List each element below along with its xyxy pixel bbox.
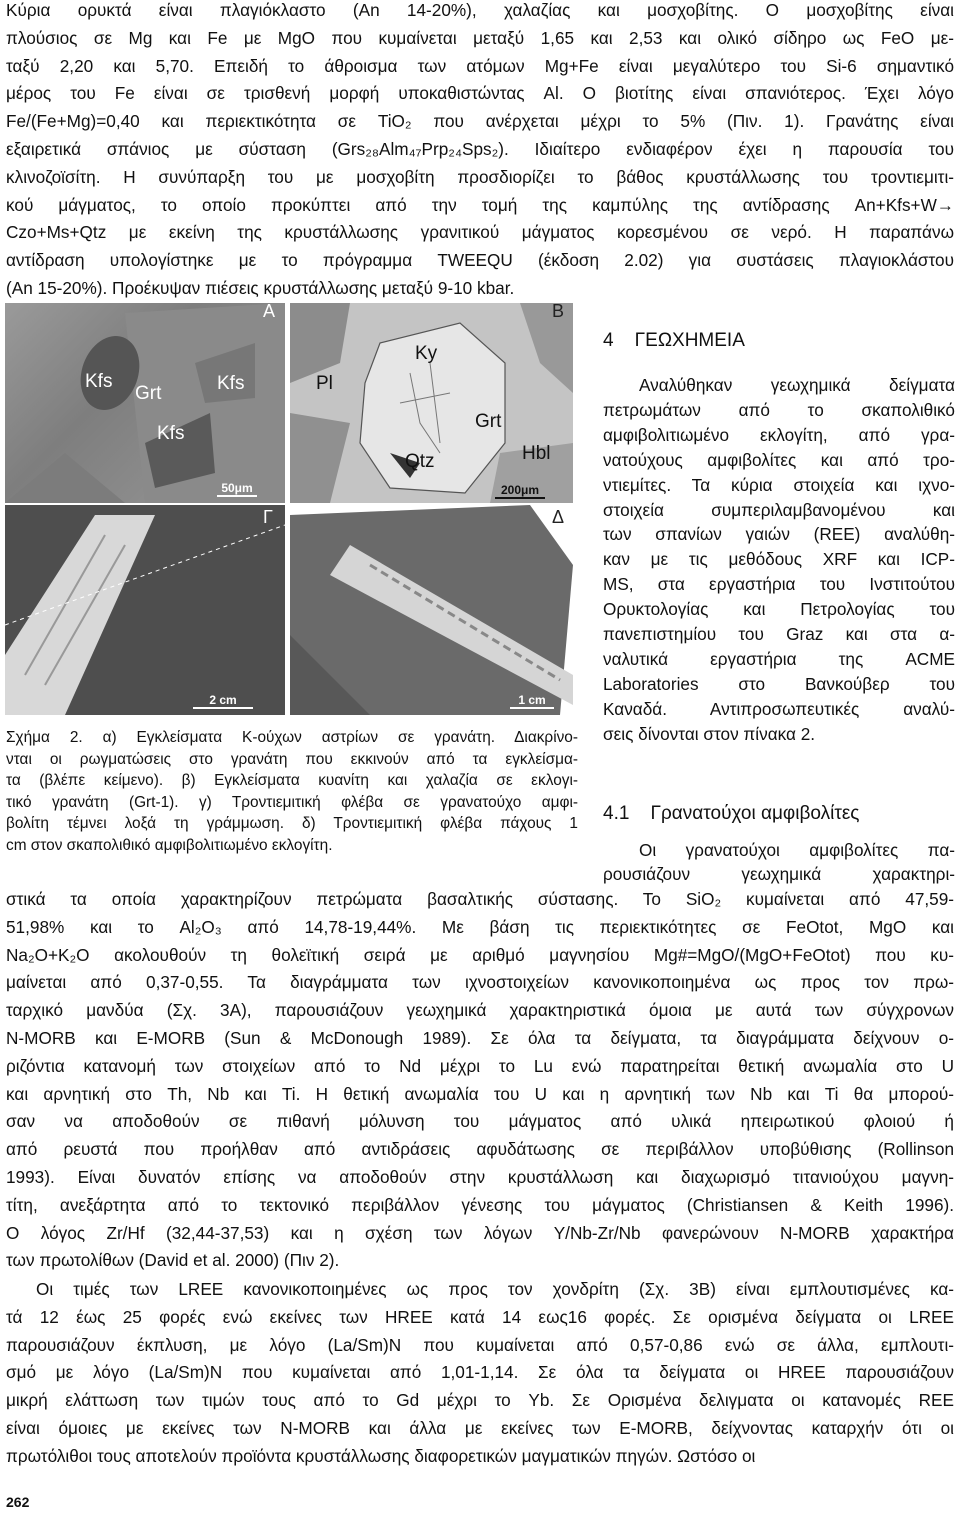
paragraph-lree	[6, 1276, 954, 1471]
text-line: εξαιρετικά σπάνιος με σύσταση (Grs₂₈Alm₄₇Prp₂₄Sps₂). Ιδιαίτερο ενδιαφέρον έχει η παρουσία του	[6, 138, 954, 159]
text-line: Ορυκτολογίας και Πετρολογίας του	[603, 599, 955, 620]
text-line: πανεπιστημίου του Graz και στα α-	[603, 624, 955, 645]
text-line: ριζόντια κατανομή των στοιχείων από το Nd μέχρι το Lu ενώ παρατηρείται θετική ανωμαλία στο U	[6, 1055, 954, 1076]
section-41-heading: 4.1 Γρανατούχοι αμφιβολίτες	[603, 803, 860, 824]
section-4-text	[603, 373, 955, 747]
text-line: τίτη, ανεξάρτητα από το τεκτονικό περιβάλλον γένεσης του μάγματος (Christiansen & Keith 1996).	[6, 1194, 954, 1215]
text-line: σεις δίνονται στον πίνακα 2.	[603, 723, 816, 744]
text-line: αντίδραση υπολογίστηκε με το πρόγραμμα TWEEQU (έκδοση 2.02) για συστάσεις πλαγιοκλάστου	[6, 250, 954, 271]
text-line: ναλυτικά εργαστήρια της ACME	[603, 648, 955, 669]
panel-a-scalebar: 50μm	[217, 481, 257, 497]
page-number: 262	[6, 1494, 30, 1510]
intro-paragraph	[6, 0, 954, 303]
caption-line: cm στον σκαπολιθικό αμφιβολιτιωμένο εκλογίτη.	[6, 836, 333, 854]
text-line: μέρος του Fe είναι σε τρισθενή μορφή υποκαθιστώντας Al. Ο βιοτίτης είναι σπανιότερος. Έχει λόγο	[6, 83, 954, 104]
text-line: Οι γρανατούχοι αμφιβολίτες πα-	[639, 840, 955, 860]
text-line: Κύρια ορυκτά είναι πλαγιόκλαστο (An 14-20%), χαλαζίας και μοσχοβίτης. Ο μοσχοβίτης είναι	[6, 0, 954, 20]
text-line: αμφιβολιτιωμένο εκλογίτη, από γρα-	[603, 424, 955, 445]
figure-panel-c	[5, 505, 285, 715]
panel-d-image	[290, 505, 573, 715]
text-line: τά 12 έως 25 φορές ενώ εκείνες των HREE κατά 14 εως16 φορές. Σε ορισμένα δείγματα οι LREE	[6, 1306, 954, 1327]
panel-b-scalebar: 200μm	[495, 483, 545, 499]
panel-a-label-2: Grt	[135, 383, 162, 404]
text-line: πλούσιος σε Mg και Fe με MgO που κυμαίνεται μεταξύ 1,65 και 2,53 και ολικό σίδηρο ως FeO με-	[6, 27, 954, 48]
panel-b-label-qtz: Qtz	[405, 451, 435, 472]
text-line: Fe/(Fe+Mg)=0,40 και περιεκτικότητα σε TiO₂ που ανέρχεται μέχρι το 5% (Πιν. 1). Γρανάτης είναι	[6, 111, 954, 132]
text-line: των σπανίων γαιών (REE) αναλύθη-	[603, 524, 955, 545]
figure-panel-a	[5, 303, 285, 503]
text-line: Αναλύθηκαν γεωχημικά δείγματα	[639, 375, 955, 395]
text-line: 51,98% και το Al₂O₃ από 14,78-19,44%. Με βάση τις περιεκτικότητες σε FeOtot, MgO και	[6, 916, 954, 937]
caption-line: τικό γρανάτη (Grt-1). γ) Τροντιεμιτική φλέβα σε γρανατούχο αμφι-	[6, 793, 578, 811]
panel-c-scalebar: 2 cm	[193, 693, 253, 709]
text-line: μαίνεται από 0,37-0,55. Τα διαγράμματα των ιχνοστοιχείων κανονικοποιημένα ως προς τον πρω-	[6, 972, 954, 993]
text-line: παρουσιάζουν έκπλυση, με λόγο (La/Sm)N που κυμαίνεται από 0,57-0,86 ενώ σε άλλα, εμπλουτι-	[6, 1334, 954, 1355]
panel-d-scalebar: 1 cm	[510, 693, 554, 709]
text-line: νατούχους αμφιβολίτες και από τρο-	[603, 449, 955, 470]
text-line: μικρή ελάττωση των τιμών τους από το Gd μέχρι το Yb. Σε Ορισμένα δελιγματα οι κατανομές REE	[6, 1390, 954, 1411]
text-line: από ρευστά που προήλθαν από αντιδράσεις αφυδάτωσης σε περιβάλλον υποβύθισης (Rollinson	[6, 1139, 954, 1160]
text-line: πετρωμάτων από το σκαπολιθικό	[603, 399, 955, 420]
text-line: Ο λόγος Zr/Hf (32,44-37,53) και η σχέση των λόγων Y/Nb-Zr/Nb φανερώνουν N-MORB χαρακτήρα	[6, 1222, 954, 1243]
text-line: πρωτόλιθοι τους αποτελούν προϊόντα κρυστάλλωσης διαφορετικών μαγματικών πηγών. Ωστόσο οι	[6, 1445, 756, 1466]
panel-a-label-1: Kfs	[85, 371, 113, 392]
text-line: σμό με λόγο (La/Sm)N που κυμαίνεται από 1,01-1,14. Σε όλα τα δείγματα οι HREE παρουσιάζουν	[6, 1362, 954, 1383]
text-line: είναι όμοιες με εκείνες των N-MORB και άλλα με εκείνες των E-MORB, δείχνοντας καταρχήν ότι οι	[6, 1417, 954, 1438]
text-line: MS, στα εργαστήρια του Ινστιτούτου	[603, 574, 955, 595]
panel-b-label-hbl: Hbl	[522, 443, 551, 464]
text-line: Καναδά. Αντιπροσωπευτικές αναλύ-	[603, 698, 955, 719]
text-line: ρουσιάζουν γεωχημικά χαρακτηρι-	[603, 864, 955, 884]
panel-b-label-ky: Ky	[415, 343, 438, 364]
panel-b-image	[290, 303, 573, 503]
caption-line: Σχήμα 2. α) Εγκλείσματα Κ-ούχων αστρίων σε γρανάτη. Διακρίνο-	[6, 729, 578, 746]
text-line: ταξύ 2,20 και 5,70. Επειδή το άθροισμα των ατόμων Mg+Fe είναι μεγαλύτερο του Si-6 σημαντικό	[6, 55, 954, 76]
panel-a-letter: A	[263, 303, 276, 321]
panel-b-letter: B	[552, 303, 565, 321]
text-line: των πρωτολίθων (David et al. 2000) (Πιν 2).	[6, 1250, 340, 1271]
panel-c-letter: Γ	[263, 507, 273, 527]
section-4-heading: 4 ΓΕΩΧΗΜΕΙΑ	[603, 330, 745, 351]
caption-line: τα (βλέπε κείμενο). β) Εγκλείσματα κυανίτη και χαλαζία σε εκλογι-	[6, 772, 578, 789]
text-line: και αρνητική στο Th, Nb και Ti. Η θετική ανωμαλία του U και η αρνητική των Nb και Ti θα μπορού-	[6, 1083, 954, 1104]
text-line: Οι τιμές των LREE κανονικοποιημένες ως προς τον χονδρίτη (Σχ. 3Β) είναι εμπλουτισμένες κα-	[36, 1279, 954, 1299]
text-line: Laboratories στο Βανκούβερ του	[603, 673, 955, 694]
figure-caption	[6, 727, 578, 856]
section-41-body	[6, 886, 954, 1275]
panel-b-label-grt: Grt	[475, 411, 502, 432]
text-line: κού μάγματος, το οποίο προκύπτει από την τομή της καμπύλης της αντίδρασης An+Kfs+W→	[6, 194, 954, 215]
panel-d-letter: Δ	[552, 507, 565, 527]
text-line: ταρχικό μανδύα (Σχ. 3Α), παρουσιάζουν γεωχημικά χαρακτηριστικά όμοια με αυτά των σύγχρονων	[6, 1000, 954, 1021]
text-line: 1993). Είναι δυνατόν επίσης να αποδοθούν στην κρυστάλλωση και διαχωρισμό τιτανιούχου μαγνη-	[6, 1166, 954, 1187]
panel-b-label-pl: Pl	[316, 373, 333, 394]
text-line: (An 15-20%). Προέκυψαν πιέσεις κρυστάλλωσης μεταξύ 9-10 kbar.	[6, 277, 515, 298]
section-41-right-text	[603, 838, 955, 886]
text-line: καν με τις μεθόδους XRF και ICP-	[603, 549, 955, 570]
panel-c-image	[5, 505, 285, 715]
text-line: Na₂O+K₂O ακολουθούν τη θολεϊτική σειρά με αριθμό μαγνησίου Mg#=MgO/(MgO+FeOtot) που κυ-	[6, 944, 954, 965]
figure-panel-d	[290, 505, 573, 715]
text-line: N-MORB και E-MORB (Sun & McDonough 1989). Σε όλα τα δείγματα, τα διαγράμματα δείχνουν ο-	[6, 1027, 954, 1048]
text-line: κλινοζοϊσίτη. Η συνύπαρξη του με μοσχοβίτη προσδιορίζει το βάθος κρυστάλλωσης του τροντιεμιτι-	[6, 166, 954, 187]
text-line: σαν να αποδοθούν σε πιθανή μόλυνση του μάγματος από υλικά ηπειρωτικού φλοιού ή	[6, 1111, 954, 1132]
text-line: στοιχεία συμπεριλαμβανομένου και	[603, 499, 955, 520]
caption-line: βολίτη τέμνει λοξά τη γράμμωση. δ) Τροντιεμιτική φλέβα πάχους 1	[6, 815, 578, 832]
caption-line: νται οι ρωγματώσεις στο γρανάτη που εκκινούν από τα εγκλείσμα-	[6, 750, 578, 768]
text-line: στικά τα οποία χαρακτηρίζουν πετρώματα βασαλτικής σύστασης. Το SiO₂ κυμαίνεται από 47,59-	[6, 889, 954, 909]
figure-panel-b	[290, 303, 573, 503]
text-line: ντιεμίτες. Τα κύρια στοιχεία και ιχνο-	[603, 474, 955, 495]
text-line: Czo+Ms+Qtz με εκείνη της κρυστάλλωσης γρανιτικού μάγματος κορεσμένου σε νερό. Η παραπάνω	[6, 222, 955, 243]
panel-a-label-4: Kfs	[157, 423, 185, 444]
panel-a-label-3: Kfs	[217, 373, 245, 394]
